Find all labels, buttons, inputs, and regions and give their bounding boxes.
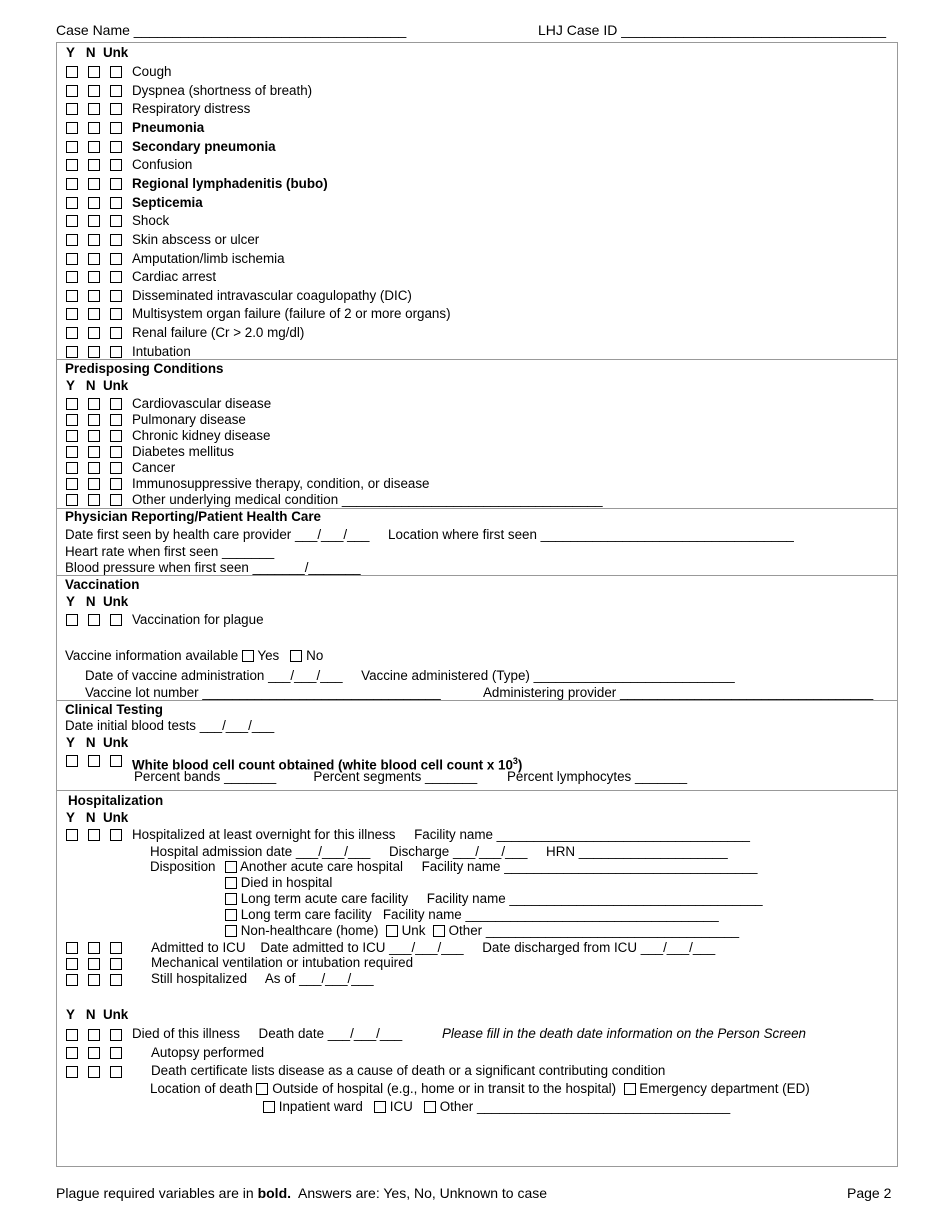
heart-rate-field[interactable]: Heart rate when first seen _______: [65, 544, 275, 559]
unk-checkbox[interactable]: [110, 414, 122, 426]
disposition-label: Died in hospital: [240, 875, 333, 890]
symptom-label: Amputation/limb ischemia: [132, 250, 285, 266]
unk-checkbox[interactable]: [110, 85, 122, 97]
unk-checkbox[interactable]: [110, 215, 122, 227]
no-checkbox[interactable]: [88, 430, 100, 442]
no-checkbox[interactable]: [88, 614, 100, 626]
icu-field[interactable]: Admitted to ICU Date admitted to ICU ___/___/___ Date discharged from ICU ___/___/___: [151, 940, 716, 955]
unk-checkbox[interactable]: [110, 478, 122, 490]
symptom-label: Dyspnea (shortness of breath): [132, 82, 313, 98]
no-checkbox[interactable]: [88, 141, 100, 153]
condition-yn-checkboxes[interactable]: [66, 444, 132, 459]
nonhealthcare-checkbox[interactable]: [225, 925, 237, 937]
yes-checkbox[interactable]: [66, 234, 78, 246]
symptom-yn-checkboxes[interactable]: [66, 269, 132, 284]
condition-label: Pulmonary disease: [132, 412, 246, 428]
clinical-title: Clinical Testing: [65, 702, 163, 717]
hospitalization-title: Hospitalization: [68, 793, 164, 808]
condition-yn-checkboxes[interactable]: [66, 492, 132, 507]
yes-checkbox[interactable]: [66, 829, 78, 841]
vaccine-info-row: [65, 648, 323, 664]
symptom-yn-checkboxes[interactable]: [66, 101, 132, 116]
unk-checkbox[interactable]: [110, 446, 122, 458]
unk-checkbox[interactable]: [110, 1029, 122, 1041]
yes-checkbox[interactable]: [66, 197, 78, 209]
mech-vent-yn-checkboxes[interactable]: [66, 956, 132, 971]
no-checkbox[interactable]: [88, 1066, 100, 1078]
disposition-option: [225, 891, 763, 907]
no-checkbox[interactable]: [88, 253, 100, 265]
vaccine-date-field[interactable]: Date of vaccine administration ___/___/___ Vaccine administered (Type) ___________________________: [85, 668, 735, 683]
yes-label: Yes: [257, 648, 280, 663]
condition-label: Immunosuppressive therapy, condition, or disease: [132, 476, 430, 492]
disposition-checkbox[interactable]: [225, 877, 237, 889]
vaccination-title: Vaccination: [65, 577, 140, 592]
symptom-yn-checkboxes[interactable]: [66, 288, 132, 303]
symptom-yn-checkboxes[interactable]: [66, 195, 132, 210]
no-checkbox[interactable]: [88, 178, 100, 190]
no-checkbox[interactable]: [88, 103, 100, 115]
condition-yn-checkboxes[interactable]: [66, 460, 132, 475]
disposition-label: Long term acute care facility Facility name __________________________________: [240, 891, 763, 906]
icu-yn-checkboxes[interactable]: [66, 940, 132, 955]
yes-checkbox[interactable]: [66, 974, 78, 986]
symptom-yn-checkboxes[interactable]: [66, 64, 132, 79]
vaccine-lot-field[interactable]: Vaccine lot number ________________________________: [85, 685, 441, 700]
hospitalized-field[interactable]: Hospitalized at least overnight for this illness Facility name __________________________________: [132, 827, 750, 842]
death-date-field[interactable]: Died of this illness Death date ___/___/___: [132, 1026, 403, 1041]
yn-column-header: Y N Unk: [66, 594, 129, 609]
blood-pressure-field[interactable]: Blood pressure when first seen _______/_______: [65, 560, 361, 575]
unk-checkbox[interactable]: [110, 253, 122, 265]
death-location-row: Location of death Outside of hospital (e.g., home or in transit to the hospital) Emergency department (ED): [150, 1081, 810, 1096]
autopsy-label: Autopsy performed: [151, 1045, 265, 1060]
no-label: No: [306, 648, 324, 663]
no-checkbox[interactable]: [88, 159, 100, 171]
symptom-label: Multisystem organ failure (failure of 2 or more organs): [132, 306, 451, 322]
yes-checkbox[interactable]: [66, 446, 78, 458]
unk-checkbox[interactable]: [110, 327, 122, 339]
symptom-label: Cough: [132, 64, 172, 79]
symptom-label: Skin abscess or ulcer: [132, 231, 260, 247]
no-checkbox[interactable]: [88, 290, 100, 302]
form-frame: [56, 42, 898, 1167]
unk-checkbox[interactable]: [386, 925, 398, 937]
yes-checkbox[interactable]: [66, 253, 78, 265]
symptom-label: Confusion: [132, 157, 193, 173]
symptom-label: Shock: [132, 213, 170, 229]
condition-yn-checkboxes[interactable]: [66, 412, 132, 427]
unk-checkbox[interactable]: [110, 197, 122, 209]
unk-checkbox[interactable]: [110, 290, 122, 302]
symptom-label: Regional lymphadenitis (bubo): [132, 175, 328, 191]
unk-checkbox[interactable]: [110, 178, 122, 190]
yes-checkbox[interactable]: [66, 942, 78, 954]
other-checkbox[interactable]: [433, 925, 445, 937]
yes-checkbox[interactable]: [66, 398, 78, 410]
yes-checkbox[interactable]: [66, 414, 78, 426]
condition-yn-checkboxes[interactable]: [66, 396, 132, 411]
symptom-yn-checkboxes[interactable]: [66, 344, 132, 359]
symptom-yn-checkboxes[interactable]: [66, 325, 132, 340]
no-checkbox[interactable]: [88, 478, 100, 490]
yes-checkbox[interactable]: [66, 141, 78, 153]
yes-checkbox[interactable]: [66, 1066, 78, 1078]
yes-checkbox[interactable]: [66, 122, 78, 134]
yes-checkbox[interactable]: [66, 66, 78, 78]
still-hosp-field[interactable]: Still hospitalized As of ___/___/___: [151, 971, 374, 986]
disposition-checkbox[interactable]: [225, 909, 237, 921]
unk-checkbox[interactable]: [110, 1047, 122, 1059]
footer-note: Plague required variables are in bold. Answers are: Yes, No, Unknown to case: [56, 1185, 548, 1201]
no-checkbox[interactable]: [88, 1029, 100, 1041]
administering-provider-field[interactable]: Administering provider __________________________________: [483, 685, 874, 700]
yes-checkbox[interactable]: [66, 755, 78, 767]
vaccination-label: Vaccination for plague: [132, 612, 264, 627]
still-hosp-yn-checkboxes[interactable]: [66, 972, 132, 987]
symptom-yn-checkboxes[interactable]: [66, 157, 132, 172]
yes-checkbox[interactable]: [66, 327, 78, 339]
no-checkbox[interactable]: [88, 346, 100, 358]
no-checkbox[interactable]: [88, 66, 100, 78]
physician-title: Physician Reporting/Patient Health Care: [65, 509, 321, 524]
yes-checkbox[interactable]: [66, 346, 78, 358]
condition-yn-checkboxes[interactable]: [66, 476, 132, 491]
unk-checkbox[interactable]: [110, 614, 122, 626]
yes-checkbox[interactable]: [66, 178, 78, 190]
disposition-option: [225, 875, 332, 891]
unk-checkbox[interactable]: [110, 829, 122, 841]
condition-label: Chronic kidney disease: [132, 428, 271, 444]
symptom-yn-checkboxes[interactable]: [66, 176, 132, 191]
lhj-case-id-field[interactable]: LHJ Case ID __________________________________: [538, 22, 886, 38]
symptom-yn-checkboxes[interactable]: [66, 83, 132, 98]
unk-checkbox[interactable]: [110, 462, 122, 474]
yes-checkbox[interactable]: [66, 215, 78, 227]
predisposing-title: Predisposing Conditions: [65, 361, 224, 376]
yes-checkbox[interactable]: [66, 614, 78, 626]
section-divider: [56, 790, 898, 791]
yes-checkbox[interactable]: [66, 958, 78, 970]
unk-checkbox[interactable]: [110, 398, 122, 410]
no-checkbox[interactable]: [88, 197, 100, 209]
no-checkbox[interactable]: [88, 462, 100, 474]
unk-checkbox[interactable]: [110, 66, 122, 78]
yn-column-header: Y N Unk: [66, 1007, 129, 1022]
no-checkbox[interactable]: [88, 398, 100, 410]
symptom-label: Respiratory distress: [132, 101, 251, 117]
certificate-yn-checkboxes[interactable]: [66, 1064, 132, 1079]
symptom-yn-checkboxes[interactable]: [66, 251, 132, 266]
other-field[interactable]: Other __________________________________: [448, 923, 740, 938]
yn-column-header: Y N Unk: [66, 45, 129, 60]
died-yn-checkboxes[interactable]: [66, 1027, 132, 1042]
vaccine-info-yes-checkbox[interactable]: [242, 650, 254, 662]
mech-vent-label: Mechanical ventilation or intubation required: [151, 955, 414, 970]
unk-checkbox[interactable]: [110, 103, 122, 115]
yes-checkbox[interactable]: [66, 462, 78, 474]
yes-checkbox[interactable]: [66, 85, 78, 97]
condition-label: Cardiovascular disease: [132, 396, 272, 411]
unk-checkbox[interactable]: [110, 308, 122, 320]
unk-checkbox[interactable]: [110, 234, 122, 246]
yn-column-header: Y N Unk: [66, 810, 129, 825]
autopsy-yn-checkboxes[interactable]: [66, 1045, 132, 1060]
nonhealthcare-row: Non-healthcare (home) Unk Other __________________________________: [225, 923, 739, 939]
no-checkbox[interactable]: [88, 234, 100, 246]
unk-checkbox[interactable]: [110, 430, 122, 442]
yes-checkbox[interactable]: [66, 271, 78, 283]
death-location-row-2: Inpatient ward ICU Other __________________________________: [263, 1099, 730, 1115]
symptom-yn-checkboxes[interactable]: [66, 139, 132, 154]
wbc-yn-checkboxes[interactable]: [66, 753, 132, 768]
no-checkbox[interactable]: [88, 215, 100, 227]
case-name-field[interactable]: Case Name ___________________________________: [56, 22, 407, 38]
unk-checkbox[interactable]: [110, 494, 122, 506]
disposition-label: Another acute care hospital Facility name __________________________________: [239, 859, 758, 874]
death-date-note: Please fill in the death date information on the Person Screen: [442, 1026, 807, 1041]
symptom-label: Renal failure (Cr > 2.0 mg/dl): [132, 325, 305, 341]
no-checkbox[interactable]: [88, 974, 100, 986]
vaccine-info-label: Vaccine information available: [65, 648, 239, 663]
symptom-yn-checkboxes[interactable]: [66, 306, 132, 321]
wbc-label: White blood cell count obtained (white blood cell count x $10^3$): [132, 756, 523, 773]
symptom-label: Cardiac arrest: [132, 269, 217, 285]
unk-checkbox[interactable]: [110, 141, 122, 153]
other-checkbox[interactable]: [424, 1101, 436, 1113]
disposition-option: [225, 907, 719, 923]
no-checkbox[interactable]: [88, 829, 100, 841]
no-checkbox[interactable]: [88, 942, 100, 954]
symptom-label: Secondary pneumonia: [132, 138, 276, 154]
unk-checkbox[interactable]: [110, 159, 122, 171]
no-checkbox[interactable]: [88, 1047, 100, 1059]
unk-checkbox[interactable]: [110, 122, 122, 134]
hospitalized-yn-checkboxes[interactable]: [66, 827, 132, 842]
yn-column-header: Y N Unk: [66, 735, 129, 750]
no-checkbox[interactable]: [88, 958, 100, 970]
yes-checkbox[interactable]: [66, 103, 78, 115]
page-number: Page 2: [847, 1185, 892, 1201]
symptom-label: Disseminated intravascular coagulopathy (DIC): [132, 287, 412, 303]
yes-checkbox[interactable]: [66, 1029, 78, 1041]
other-field[interactable]: Other __________________________________: [439, 1099, 731, 1114]
vaccine-info-no-checkbox[interactable]: [290, 650, 302, 662]
unk-checkbox[interactable]: [110, 958, 122, 970]
icu-checkbox[interactable]: [374, 1101, 386, 1113]
certificate-label: Death certificate lists disease as a cause of death or a significant contributing condition: [151, 1063, 666, 1078]
disposition-label: Disposition: [150, 859, 216, 874]
no-checkbox[interactable]: [88, 327, 100, 339]
percent-fields[interactable]: Percent bands _______ Percent segments _______ Percent lymphocytes _______: [134, 769, 688, 784]
ed-checkbox[interactable]: [624, 1083, 636, 1095]
condition-label: Other underlying medical condition ___________________________________: [132, 492, 603, 508]
inpatient-checkbox[interactable]: [263, 1101, 275, 1113]
unk-checkbox[interactable]: [110, 755, 122, 767]
condition-label: Cancer: [132, 460, 176, 476]
no-checkbox[interactable]: [88, 122, 100, 134]
symptom-label: Intubation: [132, 343, 191, 359]
yes-checkbox[interactable]: [66, 494, 78, 506]
yes-checkbox[interactable]: [66, 290, 78, 302]
condition-yn-checkboxes[interactable]: [66, 428, 132, 443]
unk-checkbox[interactable]: [110, 974, 122, 986]
unk-checkbox[interactable]: [110, 346, 122, 358]
condition-label: Diabetes mellitus: [132, 444, 234, 460]
no-checkbox[interactable]: [88, 85, 100, 97]
no-checkbox[interactable]: [88, 414, 100, 426]
outside-hospital-checkbox[interactable]: [256, 1083, 268, 1095]
yes-checkbox[interactable]: [66, 159, 78, 171]
yes-checkbox[interactable]: [66, 308, 78, 320]
symptom-yn-checkboxes[interactable]: [66, 213, 132, 228]
blood-test-date-field[interactable]: Date initial blood tests ___/___/___: [65, 718, 275, 733]
unk-checkbox[interactable]: [110, 942, 122, 954]
no-checkbox[interactable]: [88, 494, 100, 506]
yes-checkbox[interactable]: [66, 478, 78, 490]
disposition-option: [225, 859, 757, 875]
symptom-yn-checkboxes[interactable]: [66, 232, 132, 247]
date-first-seen-field[interactable]: Date first seen by health care provider ___/___/___ Location where first seen __________________________________: [65, 527, 794, 542]
no-checkbox[interactable]: [88, 446, 100, 458]
symptom-label: Pneumonia: [132, 119, 205, 135]
admission-discharge-field[interactable]: Hospital admission date ___/___/___ Discharge ___/___/___ HRN ____________________: [150, 844, 728, 859]
disposition-checkbox[interactable]: [225, 861, 237, 873]
yes-checkbox[interactable]: [66, 1047, 78, 1059]
no-checkbox[interactable]: [88, 755, 100, 767]
vaccination-yn-checkboxes[interactable]: [66, 612, 132, 627]
unk-checkbox[interactable]: [110, 1066, 122, 1078]
yes-checkbox[interactable]: [66, 430, 78, 442]
unk-checkbox[interactable]: [110, 271, 122, 283]
symptom-label: Septicemia: [132, 194, 203, 210]
no-checkbox[interactable]: [88, 308, 100, 320]
no-checkbox[interactable]: [88, 271, 100, 283]
disposition-label: Long term care facility Facility name __________________________________: [240, 907, 719, 922]
yn-column-header: Y N Unk: [66, 378, 129, 393]
symptom-yn-checkboxes[interactable]: [66, 120, 132, 135]
disposition-checkbox[interactable]: [225, 893, 237, 905]
